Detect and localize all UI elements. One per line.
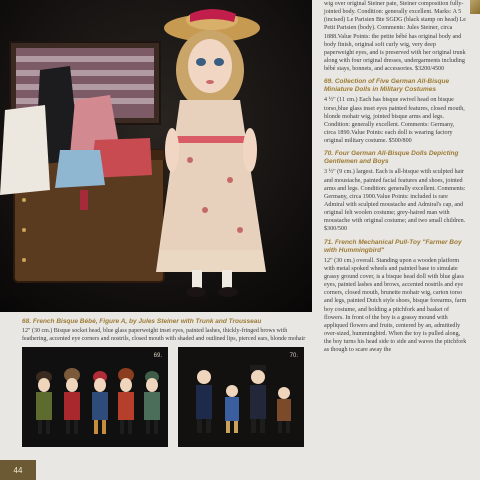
lot-70-entry (324, 150, 467, 233)
lot-71-title: 71. French Mechanical Pull-Toy "Farmer Boy with Hummingbird" (324, 238, 462, 254)
page-number-text: 44 (13, 465, 23, 475)
bebe-trunk-illustration (0, 0, 312, 312)
gentlemen-dolls-illustration (178, 347, 304, 447)
lot-70-title: 70. Four German All-Bisque Dolls Depicting Gentlemen and Boys (324, 150, 459, 166)
lot-68-caption (22, 318, 306, 344)
photo-lot-number-70: 70. (289, 353, 298, 359)
page-corner-tab (470, 0, 480, 14)
main-photo-bebe-with-trunk (0, 0, 312, 312)
page-number (0, 460, 36, 480)
lot-68-description: 12" (30 cm.) Bisque socket head, blue glass paperweight inset eyes, painted lashes, thickly-fringed brows with feathering, accented eye corners and nostrils, closed mouth with shaded and outlined lips, pierced ears, blonde mohair (22, 328, 306, 342)
photo-lot-number-69: 69. (153, 353, 162, 359)
lot-71-description: 12" (30 cm.) overall. Standing upon a wooden platform with metal spoked wheels and painted base to simulate grassy ground cover, is a bisque head doll with blue glass eyes, painted lashes and brows, accented nostrils and eye corners, closed mouth, brunette mohair wig, carton torso and legs, painted Dutch style shoes, bisque forearms, farm boy costume, and holding a pitchfork and basket of flowers. In front of the boy is a grassy mound with appliqued flowers and fruits, centered by an, admittedly over-sized, hummingbird. When the toy is pulled along, the boy turns his head side to side and waves the pitchfork as though to scare away the (324, 257, 467, 354)
lot-71-entry (324, 239, 467, 355)
lot-68-continued-description: wig over original Steiner pate, Steiner composition fully-jointed body. Condition: generally excellent. Marks: A 5 (incised) Le Parisien Bte SGDG (black stamp on head) Le Petit Parisien (body). Comments: Jules Steiner, circa 1888.Value Points: the petite bébé has original body and body finish, original soft curly wig, very deep paperweight eyes, and is preserved with her original trunk along with four original dresses, undergarments including bébé stays, bonnets, and accessories. $3200/4500 (324, 1, 466, 73)
right-text-column (324, 0, 467, 480)
lot-68-title: 68. French Bisque Bébé, Figure A, by Jules Steiner with Trunk and Trousseau (22, 318, 262, 325)
photo-lot-69-military-dolls (22, 347, 168, 447)
military-dolls-illustration (22, 347, 168, 447)
lot-69-description: 4 ½" (11 cm.) Each has bisque swivel head on bisque torso,blue glass inset eyes painted features, closed mouth, blonde mohair wig, jointed bisque arms and legs. Condition: generally excellent. Comments: Germany, circa 1890.Value Points: each doll is wearing factory original military costume. $500/800 (324, 97, 465, 145)
photo-lot-70-gentlemen-boys (178, 347, 304, 447)
lot-69-entry (324, 78, 467, 145)
lot-69-title: 69. Collection of Five German All-Bisque Miniature Dolls in Military Costumes (324, 78, 450, 94)
lot-70-description: 3 ½" (9 cm.) largest. Each is all-bisque with sculpted hair and moustache, painted facial features and shoes, jointed arms and legs. Condition: generally excellent. Comments: Germany, circa 1900.Value Points: included is rare Admiral with sculpted moustache and Admiral's cap, and original felt woolen costume; grey-haired man with moustache with original costume; and two small children. $300/500 (324, 169, 466, 233)
